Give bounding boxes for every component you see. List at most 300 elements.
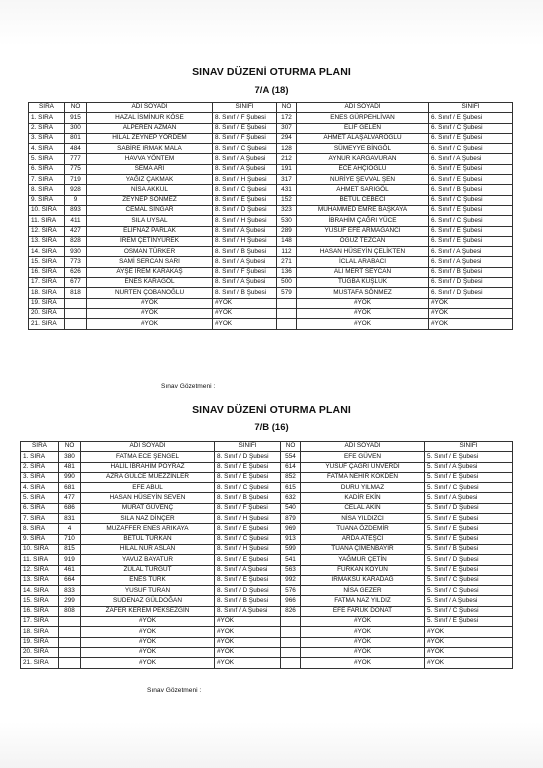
cell-sira: 11. SIRA — [21, 555, 59, 565]
cell-no: 686 — [59, 503, 81, 513]
cell-sira: 5. SIRA — [21, 493, 59, 503]
cell-no-2 — [277, 298, 297, 308]
cell-name: BETÜL TÜRKAN — [81, 534, 215, 544]
cell-class-2: 5. Sınıf / E Şubesi — [425, 617, 513, 627]
cell-name-2: KADİR EKİN — [301, 493, 425, 503]
cell-class-2: 6. Sınıf / C Şubesi — [429, 216, 513, 226]
cell-name-2: AHMET ALAŞALVAROĞLU — [297, 133, 429, 143]
header-class: SINIFI — [215, 442, 281, 452]
table-row — [21, 514, 513, 524]
cell-name: SABİRE IRMAK MALA — [87, 144, 213, 154]
cell-class: 8. Sınıf / H Şubesi — [213, 236, 277, 246]
cell-class: 8. Sınıf / A Şubesi — [215, 606, 281, 616]
cell-name: YUSUF TURAN — [81, 586, 215, 596]
cell-no: 9 — [65, 195, 87, 205]
cell-class-2: 6. Sınıf / E Şubesi — [429, 164, 513, 174]
cell-class: 8. Sınıf / F Şubesi — [215, 503, 281, 513]
cell-sira: 3. SIRA — [21, 472, 59, 482]
table-row — [21, 493, 513, 503]
cell-sira: 21. SIRA — [29, 319, 65, 329]
cell-class-2: 5. Sınıf / D Şubesi — [425, 555, 513, 565]
cell-name: SUDENAZ GÜLDOĞAN — [81, 596, 215, 606]
cell-no-2: 614 — [281, 462, 301, 472]
cell-name-2: AHMET SARIGÖL — [297, 185, 429, 195]
cell-class-2: 6. Sınıf / D Şubesi — [429, 278, 513, 288]
cell-no: 626 — [65, 267, 87, 277]
table-row — [29, 205, 513, 215]
cell-class: 8. Sınıf / C Şubesi — [215, 534, 281, 544]
cell-class-2: 5. Sınıf / A Şubesi — [425, 596, 513, 606]
cell-class: 8. Sınıf / E Şubesi — [215, 524, 281, 534]
cell-no-2 — [281, 658, 301, 668]
cell-class: 8. Sınıf / C Şubesi — [215, 483, 281, 493]
cell-class-2: 6. Sınıf / B Şubesi — [429, 267, 513, 277]
cell-class: 8. Sınıf / D Şubesi — [213, 205, 277, 215]
cell-sira: 18. SIRA — [21, 627, 59, 637]
cell-name-2: MUHAMMED EMRE BAŞKAYA — [297, 205, 429, 215]
cell-class-2: 5. Sınıf / C Şubesi — [425, 606, 513, 616]
cell-no: 664 — [59, 575, 81, 585]
cell-name: YAĞIZ ÇAKMAK — [87, 175, 213, 185]
cell-class: 8. Sınıf / H Şubesi — [215, 514, 281, 524]
cell-class-2: 5. Sınıf / B Şubesi — [425, 544, 513, 554]
table-header-row — [21, 442, 513, 452]
cell-class: 8. Sınıf / E Şubesi — [213, 195, 277, 205]
cell-name-2: YUSUF ÇAĞRI ÜNVERDİ — [301, 462, 425, 472]
cell-name: HASAN HÜSEYİN SEVEN — [81, 493, 215, 503]
table-row — [29, 164, 513, 174]
table-row — [21, 647, 513, 657]
table-row — [29, 133, 513, 143]
cell-class: 8. Sınıf / H Şubesi — [215, 544, 281, 554]
cell-name: OSMAN TÜRKER — [87, 247, 213, 257]
cell-name-2: #YOK — [301, 647, 425, 657]
header-sira: SIRA — [29, 103, 65, 113]
cell-class: #YOK — [213, 298, 277, 308]
cell-no-2: 191 — [277, 164, 297, 174]
cell-sira: 21. SIRA — [21, 658, 59, 668]
cell-sira: 6. SIRA — [29, 164, 65, 174]
cell-name-2: NİSA GEZER — [301, 586, 425, 596]
cell-no-2: 128 — [277, 144, 297, 154]
cell-no-2 — [281, 647, 301, 657]
header-name-2: ADI SOYADI — [297, 103, 429, 113]
cell-name: #YOK — [81, 647, 215, 657]
cell-class: #YOK — [213, 308, 277, 318]
cell-name: ZÜLAL TURGUT — [81, 565, 215, 575]
header-no-2: NO — [277, 103, 297, 113]
cell-name-2: #YOK — [301, 637, 425, 647]
cell-name: #YOK — [81, 637, 215, 647]
cell-no — [59, 627, 81, 637]
cell-name: HALİL İBRAHİM POYRAZ — [81, 462, 215, 472]
cell-sira: 8. SIRA — [21, 524, 59, 534]
header-no: NO — [59, 442, 81, 452]
cell-sira: 13. SIRA — [29, 236, 65, 246]
cell-no: 990 — [59, 472, 81, 482]
cell-no: 928 — [65, 185, 87, 195]
cell-class: 8. Sınıf / B Şubesi — [213, 288, 277, 298]
cell-name-2: ENES GÜRPEHLİVAN — [297, 113, 429, 123]
cell-class-2: #YOK — [429, 298, 513, 308]
cell-name: #YOK — [81, 627, 215, 637]
cell-sira: 19. SIRA — [29, 298, 65, 308]
cell-class-2: 5. Sınıf / E Şubesi — [425, 565, 513, 575]
cell-no — [65, 308, 87, 318]
cell-class: 8. Sınıf / H Şubesi — [213, 175, 277, 185]
cell-name: ZAFER KEREM PEKSEZGİN — [81, 606, 215, 616]
table-row — [21, 555, 513, 565]
cell-no: 801 — [65, 133, 87, 143]
cell-no-2: 148 — [277, 236, 297, 246]
cell-class-2: 6. Sınıf / E Şubesi — [429, 205, 513, 215]
cell-sira: 12. SIRA — [21, 565, 59, 575]
cell-class: 8. Sınıf / E Şubesi — [215, 575, 281, 585]
cell-class-2: #YOK — [425, 637, 513, 647]
cell-name: AZRA GÜLCE MÜEZZİNLER — [81, 472, 215, 482]
table-row — [29, 226, 513, 236]
table-row — [29, 123, 513, 133]
cell-name-2: ARDA ATEŞCİ — [301, 534, 425, 544]
header-class-2: SINIFI — [429, 103, 513, 113]
header-name: ADI SOYADI — [87, 103, 213, 113]
cell-no-2: 323 — [277, 205, 297, 215]
cell-name: HİLAL NUR ASLAN — [81, 544, 215, 554]
cell-class: #YOK — [215, 658, 281, 668]
cell-class-2: 6. Sınıf / A Şubesi — [429, 257, 513, 267]
cell-class: #YOK — [215, 647, 281, 657]
cell-no-2: 289 — [277, 226, 297, 236]
cell-sira: 2. SIRA — [21, 462, 59, 472]
cell-no: 484 — [65, 144, 87, 154]
cell-name-2: #YOK — [297, 298, 429, 308]
cell-sira: 1. SIRA — [21, 452, 59, 462]
cell-class-2: 5. Sınıf / E Şubesi — [425, 452, 513, 462]
cell-sira: 20. SIRA — [21, 647, 59, 657]
cell-class: #YOK — [215, 627, 281, 637]
cell-name-2: TUANA ÖZDEMİR — [301, 524, 425, 534]
cell-class: 8. Sınıf / C Şubesi — [213, 185, 277, 195]
cell-sira: 16. SIRA — [21, 606, 59, 616]
cell-class-2: 6. Sınıf / D Şubesi — [429, 288, 513, 298]
table-row — [21, 462, 513, 472]
cell-class: 8. Sınıf / A Şubesi — [213, 257, 277, 267]
cell-no: 773 — [65, 257, 87, 267]
table-row — [21, 617, 513, 627]
table-row — [21, 544, 513, 554]
cell-no-2 — [277, 308, 297, 318]
cell-sira: 4. SIRA — [21, 483, 59, 493]
cell-no-2 — [281, 627, 301, 637]
cell-name-2: İCLAL ARABACI — [297, 257, 429, 267]
cell-no-2: 500 — [277, 278, 297, 288]
table-row — [21, 627, 513, 637]
cell-no — [59, 647, 81, 657]
cell-no-2: 599 — [281, 544, 301, 554]
cell-name: SEMA ARI — [87, 164, 213, 174]
cell-name: HAVVA YÖNTEM — [87, 154, 213, 164]
cell-name-2: AYNUR KARGAVURAN — [297, 154, 429, 164]
cell-class: 8. Sınıf / H Şubesi — [213, 216, 277, 226]
table-row — [29, 216, 513, 226]
cell-class: 8. Sınıf / E Şubesi — [215, 462, 281, 472]
cell-name: #YOK — [81, 617, 215, 627]
cell-name-2: HASAN HÜSEYİN ÇELİKTEN — [297, 247, 429, 257]
cell-no: 380 — [59, 452, 81, 462]
cell-sira: 7. SIRA — [21, 514, 59, 524]
cell-no-2: 152 — [277, 195, 297, 205]
cell-sira: 7. SIRA — [29, 175, 65, 185]
table-row — [29, 236, 513, 246]
cell-no-2: 554 — [281, 452, 301, 462]
cell-name-2: #YOK — [297, 319, 429, 329]
table-row — [21, 524, 513, 534]
cell-name: NURTEN ÇOBANOĞLU — [87, 288, 213, 298]
cell-name: #YOK — [87, 308, 213, 318]
cell-name-2: SÜMEYYE BİNGÖL — [297, 144, 429, 154]
cell-sira: 9. SIRA — [29, 195, 65, 205]
cell-no: 299 — [59, 596, 81, 606]
cell-class-2: #YOK — [425, 627, 513, 637]
cell-class-2: 6. Sınıf / A Şubesi — [429, 154, 513, 164]
cell-no-2: 212 — [277, 154, 297, 164]
cell-name: #YOK — [87, 319, 213, 329]
cell-sira: 17. SIRA — [21, 617, 59, 627]
table-row — [21, 575, 513, 585]
cell-name-2: #YOK — [301, 627, 425, 637]
cell-sira: 15. SIRA — [29, 257, 65, 267]
cell-name: FATMA ECE ŞENGEL — [81, 452, 215, 462]
cell-sira: 20. SIRA — [29, 308, 65, 318]
cell-class-2: 6. Sınıf / A Şubesi — [429, 247, 513, 257]
table-row — [21, 472, 513, 482]
cell-no: 808 — [59, 606, 81, 616]
cell-class-2: 6. Sınıf / E Şubesi — [429, 226, 513, 236]
cell-no: 300 — [65, 123, 87, 133]
cell-name: AYŞE İREM KARAKAŞ — [87, 267, 213, 277]
cell-sira: 5. SIRA — [29, 154, 65, 164]
header-no: NO — [65, 103, 87, 113]
cell-name-2: ALİ MERT SEYCAN — [297, 267, 429, 277]
cell-no: 411 — [65, 216, 87, 226]
cell-sira: 4. SIRA — [29, 144, 65, 154]
cell-no: 481 — [59, 462, 81, 472]
cell-class-2: 5. Sınıf / D Şubesi — [425, 503, 513, 513]
table-row — [29, 308, 513, 318]
cell-no-2: 576 — [281, 586, 301, 596]
cell-name: HAZAL İSMİNUR KÖSE — [87, 113, 213, 123]
table-row — [21, 596, 513, 606]
cell-name-2: ELİF GELEN — [297, 123, 429, 133]
cell-no — [59, 617, 81, 627]
cell-no: 427 — [65, 226, 87, 236]
cell-no-2: 969 — [281, 524, 301, 534]
table-row — [29, 267, 513, 277]
cell-name: SILA NAZ DİNÇER — [81, 514, 215, 524]
plan-subtitle: 7/B (16) — [254, 422, 289, 433]
cell-name: #YOK — [81, 658, 215, 668]
cell-no-2: 307 — [277, 123, 297, 133]
cell-no — [65, 319, 87, 329]
cell-class-2: 6. Sınıf / C Şubesi — [429, 195, 513, 205]
cell-class: 8. Sınıf / F Şubesi — [213, 133, 277, 143]
table-row — [29, 113, 513, 123]
plan-title: SINAV DÜZENİ OTURMA PLANI — [192, 66, 351, 78]
cell-no-2: 172 — [277, 113, 297, 123]
table-row — [29, 185, 513, 195]
cell-class: 8. Sınıf / C Şubesi — [213, 144, 277, 154]
header-name-2: ADI SOYADI — [301, 442, 425, 452]
cell-class-2: 5. Sınıf / E Şubesi — [425, 534, 513, 544]
cell-no-2: 966 — [281, 596, 301, 606]
table-row — [21, 452, 513, 462]
cell-no: 919 — [59, 555, 81, 565]
table-row — [21, 658, 513, 668]
header-sira: SIRA — [21, 442, 59, 452]
cell-name: MURAT GÜVENÇ — [81, 503, 215, 513]
table-row — [29, 288, 513, 298]
table-row — [21, 534, 513, 544]
cell-class-2: #YOK — [425, 647, 513, 657]
cell-no-2: 112 — [277, 247, 297, 257]
cell-class: #YOK — [215, 617, 281, 627]
seating-table — [20, 441, 513, 669]
table-row — [21, 586, 513, 596]
cell-class-2: 5. Sınıf / E Şubesi — [425, 524, 513, 534]
cell-name: NİSA AKKUL — [87, 185, 213, 195]
cell-no — [59, 637, 81, 647]
cell-sira: 3. SIRA — [29, 133, 65, 143]
cell-class: 8. Sınıf / B Şubesi — [215, 596, 281, 606]
cell-sira: 18. SIRA — [29, 288, 65, 298]
cell-sira: 8. SIRA — [29, 185, 65, 195]
cell-name-2: FURKAN KOYUN — [301, 565, 425, 575]
cell-name-2: #YOK — [301, 617, 425, 627]
table-row — [21, 503, 513, 513]
table-row — [21, 637, 513, 647]
cell-name: ELİFNAZ PARLAK — [87, 226, 213, 236]
cell-class-2: 5. Sınıf / E Şubesi — [425, 472, 513, 482]
cell-sira: 11. SIRA — [29, 216, 65, 226]
cell-class-2: 5. Sınıf / A Şubesi — [425, 462, 513, 472]
table-row — [29, 247, 513, 257]
cell-name-2: NURİYE ŞEVVAL ŞEN — [297, 175, 429, 185]
cell-name-2: ÖĞUZ TEZCAN — [297, 236, 429, 246]
cell-class: 8. Sınıf / A Şubesi — [213, 154, 277, 164]
header-name: ADI SOYADI — [81, 442, 215, 452]
plan-title: SINAV DÜZENİ OTURMA PLANI — [192, 404, 351, 416]
cell-sira: 13. SIRA — [21, 575, 59, 585]
cell-no-2: 826 — [281, 606, 301, 616]
cell-no: 818 — [65, 288, 87, 298]
cell-no: 831 — [59, 514, 81, 524]
cell-no-2 — [281, 637, 301, 647]
cell-class-2: 6. Sınıf / C Şubesi — [429, 144, 513, 154]
cell-name-2: YAĞMUR ÇETİN — [301, 555, 425, 565]
cell-name-2: IRMAKSU KARADAĞ — [301, 575, 425, 585]
cell-no: 833 — [59, 586, 81, 596]
cell-no: 710 — [59, 534, 81, 544]
cell-name-2: DURU YILMAZ — [301, 483, 425, 493]
cell-no: 681 — [59, 483, 81, 493]
cell-name-2: İBRAHİM ÇAĞRI YÜCE — [297, 216, 429, 226]
cell-no-2: 294 — [277, 133, 297, 143]
cell-sira: 12. SIRA — [29, 226, 65, 236]
header-class-2: SINIFI — [425, 442, 513, 452]
table-row — [29, 144, 513, 154]
cell-name-2: TUANA ÇİMENBAYIR — [301, 544, 425, 554]
cell-no: 461 — [59, 565, 81, 575]
cell-no: 815 — [59, 544, 81, 554]
cell-class: 8. Sınıf / A Şubesi — [213, 164, 277, 174]
cell-no-2: 541 — [281, 555, 301, 565]
table-header-row — [29, 103, 513, 113]
table-row — [29, 278, 513, 288]
cell-class: 8. Sınıf / B Şubesi — [215, 493, 281, 503]
cell-no — [59, 658, 81, 668]
cell-class: 8. Sınıf / E Şubesi — [215, 555, 281, 565]
cell-name-2: MUSTAFA SÖNMEZ — [297, 288, 429, 298]
cell-name: HİLAL ZEYNEP YÖRDEM — [87, 133, 213, 143]
table-row — [21, 606, 513, 616]
cell-name-2: #YOK — [297, 308, 429, 318]
cell-class-2: #YOK — [429, 319, 513, 329]
cell-no-2: 852 — [281, 472, 301, 482]
cell-class-2: 6. Sınıf / E Şubesi — [429, 133, 513, 143]
cell-no-2: 913 — [281, 534, 301, 544]
cell-no-2: 136 — [277, 267, 297, 277]
header-class: SINIFI — [213, 103, 277, 113]
cell-class-2: 5. Sınıf / A Şubesi — [425, 493, 513, 503]
proctor-label: Sınav Gözetmeni : — [147, 687, 202, 694]
cell-name: #YOK — [87, 298, 213, 308]
cell-sira: 15. SIRA — [21, 596, 59, 606]
cell-no-2: 431 — [277, 185, 297, 195]
cell-class-2: 5. Sınıf / C Şubesi — [425, 483, 513, 493]
seating-table — [28, 102, 513, 330]
cell-class: 8. Sınıf / F Şubesi — [213, 267, 277, 277]
cell-class: 8. Sınıf / E Şubesi — [213, 123, 277, 133]
table-row — [21, 565, 513, 575]
cell-sira: 9. SIRA — [21, 534, 59, 544]
table-row — [29, 195, 513, 205]
cell-name: EFE ABUL — [81, 483, 215, 493]
cell-class-2: 6. Sınıf / B Şubesi — [429, 185, 513, 195]
cell-class-2: 5. Sınıf / C Şubesi — [425, 586, 513, 596]
cell-class: 8. Sınıf / A Şubesi — [215, 565, 281, 575]
cell-class-2: #YOK — [425, 658, 513, 668]
cell-sira: 6. SIRA — [21, 503, 59, 513]
table-row — [29, 154, 513, 164]
cell-name-2: BETÜL CEBECİ — [297, 195, 429, 205]
cell-name: ALPEREN AZMAN — [87, 123, 213, 133]
cell-class: 8. Sınıf / F Şubesi — [213, 113, 277, 123]
cell-name-2: ECE AHÇIOĞLU — [297, 164, 429, 174]
cell-no-2 — [281, 617, 301, 627]
cell-no: 777 — [65, 154, 87, 164]
cell-sira: 14. SIRA — [29, 247, 65, 257]
cell-class-2: 6. Sınıf / E Şubesi — [429, 113, 513, 123]
cell-no-2: 992 — [281, 575, 301, 585]
cell-name-2: NİSA YILDIZCI — [301, 514, 425, 524]
cell-name: ENES KARAGÖL — [87, 278, 213, 288]
cell-no: 893 — [65, 205, 87, 215]
cell-no-2: 615 — [281, 483, 301, 493]
cell-name: SILA UYSAL — [87, 216, 213, 226]
cell-class-2: #YOK — [429, 308, 513, 318]
cell-name-2: CELAL AKIN — [301, 503, 425, 513]
cell-no: 775 — [65, 164, 87, 174]
